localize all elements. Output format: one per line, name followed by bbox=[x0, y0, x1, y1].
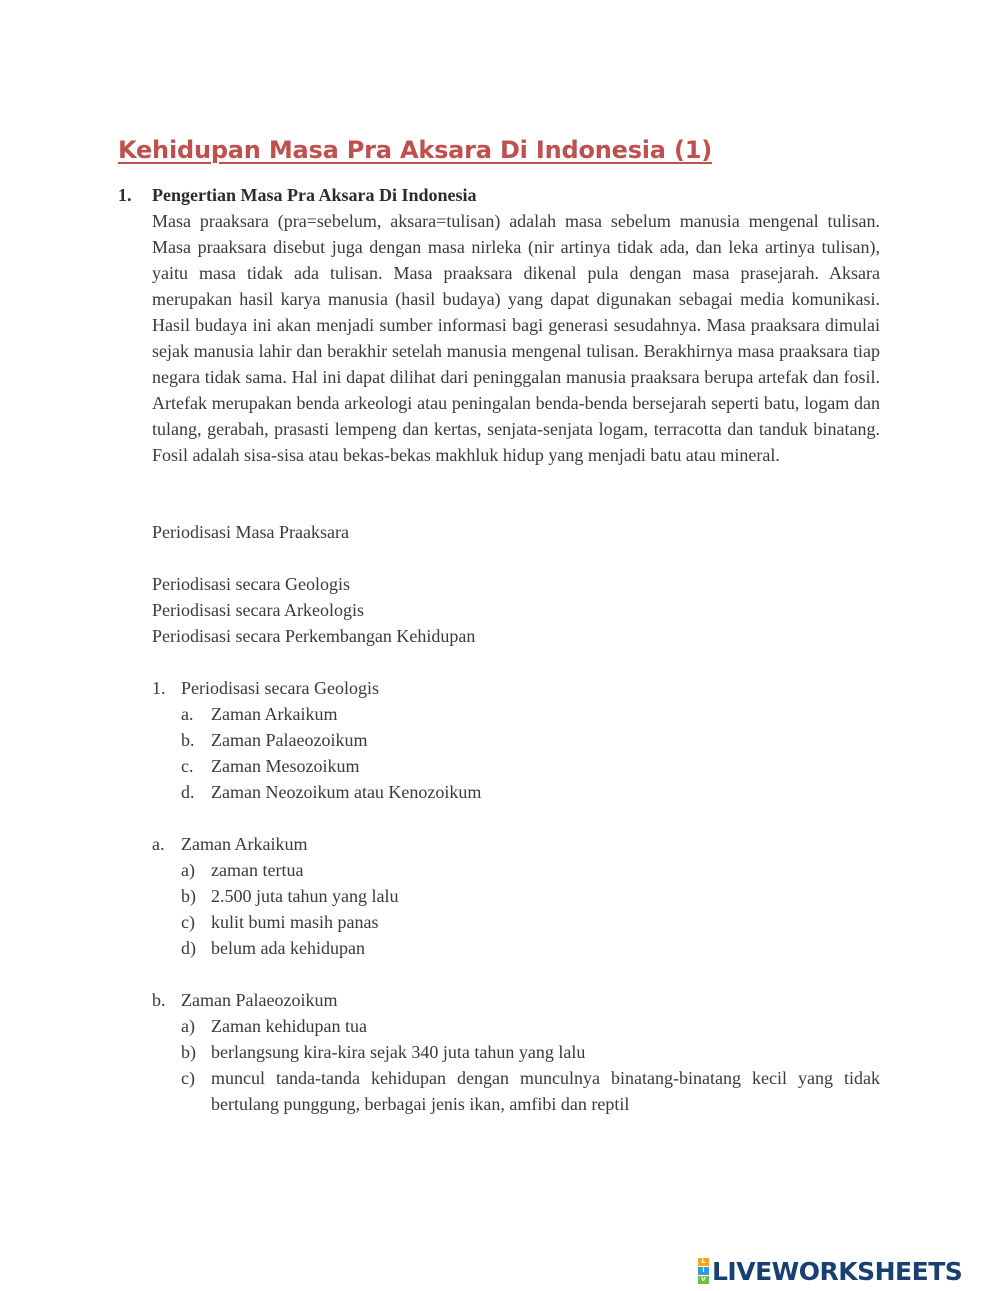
list-label: b. bbox=[181, 730, 195, 750]
periodisasi-title: Periodisasi Masa Praaksara bbox=[152, 522, 349, 542]
list-item: zaman tertua bbox=[211, 860, 304, 880]
list-item: Zaman Mesozoikum bbox=[211, 756, 360, 776]
logo-badge-letter: L bbox=[698, 1258, 709, 1266]
list-label: d. bbox=[181, 782, 195, 802]
list-label: c. bbox=[181, 756, 194, 776]
section-number: 1. bbox=[118, 185, 132, 205]
list-item: 2.500 juta tahun yang lalu bbox=[211, 886, 399, 906]
list-item: muncul tanda-tanda kehidupan dengan munculnya binatang-binatang kecil yang tidak bertulang punggung, berbagai jenis ikan, amfibi dan reptil bbox=[211, 1068, 880, 1114]
page-title: Kehidupan Masa Pra Aksara Di Indonesia (1) bbox=[118, 136, 712, 164]
list-label: c) bbox=[181, 1068, 195, 1088]
logo-badge-letter: I bbox=[698, 1267, 709, 1275]
list-item: kulit bumi masih panas bbox=[211, 912, 379, 932]
list-label: b) bbox=[181, 886, 196, 906]
section-heading: Pengertian Masa Pra Aksara Di Indonesia bbox=[152, 185, 477, 205]
list-label: a. bbox=[181, 704, 194, 724]
list-item: Zaman kehidupan tua bbox=[211, 1016, 367, 1036]
section-paragraph: Masa praaksara (pra=sebelum, aksara=tulisan) adalah masa sebelum manusia mengenal tulisan. Masa praaksara disebut juga dengan masa nirleka (nir artinya tidak ada, dan leka artinya tulisan), yaitu masa tidak ada tulisan. Masa praaksara dikenal pula dengan masa prasejarah. Aksara merupakan hasil karya manusia (hasil budaya) yang dapat digunakan sebagai media komunikasi. Hasil budaya ini akan menjadi sumber informasi bagi generasi sesudahnya. Masa praaksara dimulai sejak manusia lahir dan berakhir setelah manusia mengenal tulisan. Berakhirnya masa praaksara tiap negara tidak sama. Hal ini dapat dilihat dari peninggalan manusia praaksara berupa artefak dan fosil. Artefak merupakan benda arkeologi atau peningalan benda-benda bersejarah seperti batu, logam dan tulang, gerabah, prasasti lempeng dan kertas, senjata-senjata logam, terracotta dan tanduk binatang. Fosil adalah sisa-sisa atau bekas-bekas makhluk hidup yang menjadi batu atau mineral. bbox=[152, 211, 880, 465]
list-item: berlangsung kira-kira sejak 340 juta tahun yang lalu bbox=[211, 1042, 586, 1062]
logo-badge-letter: V bbox=[698, 1276, 709, 1284]
list-item: belum ada kehidupan bbox=[211, 938, 365, 958]
list-label: b. bbox=[152, 990, 166, 1010]
logo-badge-icon bbox=[698, 1258, 709, 1284]
liveworksheets-logo bbox=[698, 1254, 962, 1288]
periodisasi-list-item: Periodisasi secara Arkeologis bbox=[152, 600, 364, 620]
list-item: Zaman Neozoikum atau Kenozoikum bbox=[211, 782, 482, 802]
list-label: b) bbox=[181, 1042, 196, 1062]
list-label: a. bbox=[152, 834, 165, 854]
list-label: d) bbox=[181, 938, 196, 958]
palaeozoikum-heading: Zaman Palaeozoikum bbox=[181, 990, 338, 1010]
list-item: Zaman Palaeozoikum bbox=[211, 730, 368, 750]
list-label: a) bbox=[181, 860, 195, 880]
list-label: a) bbox=[181, 1016, 195, 1036]
geologis-heading: Periodisasi secara Geologis bbox=[181, 678, 379, 698]
periodisasi-list-item: Periodisasi secara Geologis bbox=[152, 574, 350, 594]
logo-text: LIVEWORKSHEETS bbox=[712, 1256, 963, 1286]
list-label: 1. bbox=[152, 678, 166, 698]
list-item: Zaman Arkaikum bbox=[211, 704, 338, 724]
periodisasi-list-item: Periodisasi secara Perkembangan Kehidupan bbox=[152, 626, 476, 646]
arkaikum-heading: Zaman Arkaikum bbox=[181, 834, 308, 854]
list-label: c) bbox=[181, 912, 195, 932]
